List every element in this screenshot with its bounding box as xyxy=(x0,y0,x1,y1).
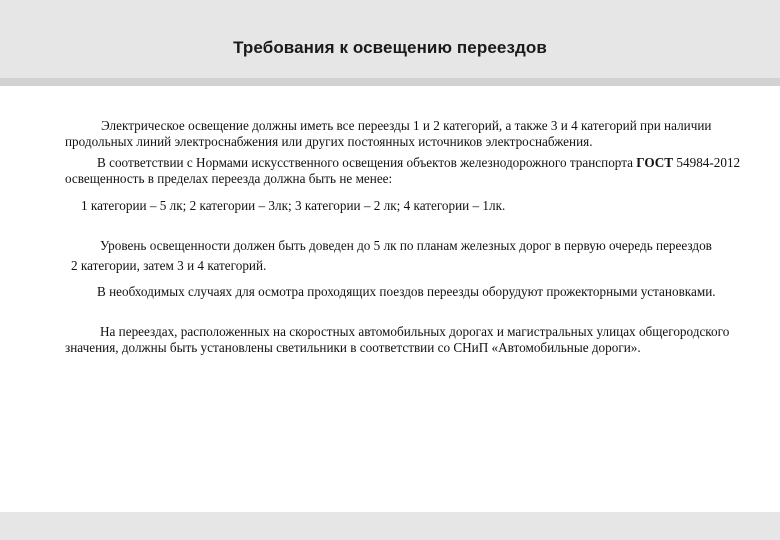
paragraph-norms xyxy=(65,155,745,187)
slide-title: Требования к освещению переездов xyxy=(233,38,547,57)
footer-bar xyxy=(0,512,780,540)
norms-text-after: 54984-2012 освещенность в пределах переезда должна быть не менее: xyxy=(65,155,741,186)
paragraph-lighting-requirement: Электрическое освещение должны иметь все переезды 1 и 2 категорий, а также 3 и 4 категорий при наличии продольных линий электроснабжения или других постоянных источников электроснабжения. xyxy=(65,118,712,149)
gost-label: ГОСТ xyxy=(636,155,674,170)
slide-body xyxy=(65,118,745,356)
paragraph-floodlights: В необходимых случаях для осмотра проходящих поездов переезды оборудуют прожекторными установками. xyxy=(97,284,716,299)
paragraph-categories-order: 2 категории, затем 3 и 4 категорий. xyxy=(71,258,267,273)
paragraph-category-lux-values: 1 категории – 5 лк; 2 категории – 3лк; 3 категории – 2 лк; 4 категории – 1лк. xyxy=(81,198,506,213)
paragraph-highway-crossings: На переездах, расположенных на скоростных автомобильных дорогах и магистральных улицах общегородского значения, должны быть установлены светильники в соответствии со СНиП «Автомобильные дороги». xyxy=(65,324,730,355)
title-separator xyxy=(0,78,780,86)
paragraph-illumination-level: Уровень освещенности должен быть доведен до 5 лк по планам железных дорог в первую очередь переездов xyxy=(100,238,712,253)
norms-text-before: В соответствии с Нормами искусственного освещения объектов железнодорожного транспорта xyxy=(97,155,637,170)
